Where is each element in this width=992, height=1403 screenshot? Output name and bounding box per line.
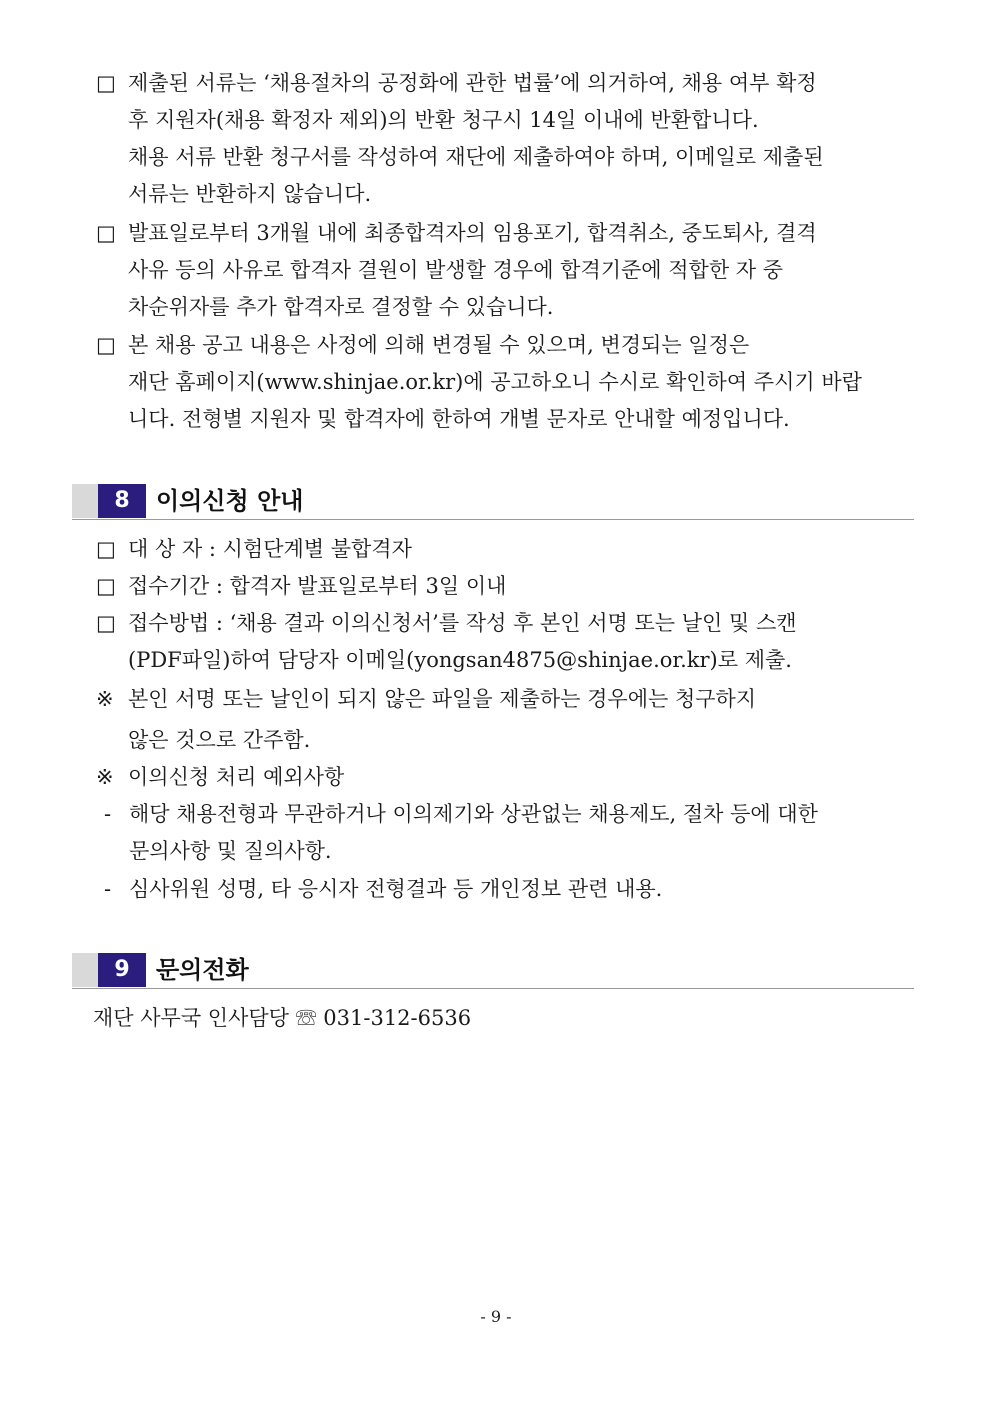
- text-line: 서류는 반환하지 않습니다.: [128, 182, 372, 206]
- section-number-badge: 9: [98, 953, 146, 987]
- reference-mark-icon: ※: [96, 687, 114, 711]
- section-divider: [72, 519, 914, 520]
- text-line: 제출된 서류는 ‘채용절차의 공정화에 관한 법률’에 의거하여, 채용 여부 확정: [128, 71, 817, 95]
- text-line: 후 지원자(채용 확정자 제외)의 반환 청구시 14일 이내에 반환합니다.: [128, 108, 759, 132]
- checkbox-bullet-icon: □: [96, 537, 116, 561]
- bullet-text: [128, 568, 506, 605]
- checkbox-bullet-icon: □: [96, 221, 116, 245]
- reference-mark-icon: ※: [96, 765, 114, 789]
- bullet-text: [128, 759, 344, 796]
- text-line: 문의사항 및 질의사항.: [129, 839, 332, 863]
- checkbox-bullet-icon: □: [96, 574, 116, 598]
- bullet-text: [128, 681, 756, 759]
- text-line: 접수방법 : ‘채용 결과 이의신청서’를 작성 후 본인 서명 또는 날인 및 스캔: [128, 611, 797, 635]
- appeal-period-item: [96, 568, 506, 605]
- appeal-note-signature: [96, 681, 756, 759]
- page-number: - 9 -: [480, 1307, 512, 1326]
- dash-bullet-icon: -: [104, 802, 112, 826]
- text-line: 심사위원 성명, 타 응시자 전형결과 등 개인정보 관련 내용.: [129, 877, 663, 901]
- text-line: 본인 서명 또는 날인이 되지 않은 파일을 제출하는 경우에는 청구하지: [128, 687, 757, 711]
- bullet-text: [129, 796, 818, 870]
- bullet-item-document-return: [96, 65, 824, 213]
- dash-bullet-icon: -: [104, 877, 112, 901]
- bullet-text: [128, 605, 797, 679]
- text-line: 니다. 전형별 지원자 및 합격자에 한하여 개별 문자로 안내할 예정입니다.: [128, 407, 790, 431]
- exception-item: [104, 796, 818, 870]
- text-line: (PDF파일)하여 담당자 이메일(yongsan4875@shinjae.or.kr)로 제출.: [128, 648, 792, 672]
- bullet-text: [128, 65, 824, 213]
- appeal-target-item: [96, 531, 412, 568]
- text-line: 재단 홈페이지(www.shinjae.or.kr)에 공고하오니 수시로 확인하여 주시기 바랍: [128, 370, 862, 394]
- text-line: 접수기간 : 합격자 발표일로부터 3일 이내: [128, 574, 507, 598]
- section-divider: [72, 988, 914, 989]
- text-line: 발표일로부터 3개월 내에 최종합격자의 임용포기, 합격취소, 중도퇴사, 결격: [128, 221, 817, 245]
- checkbox-bullet-icon: □: [96, 333, 116, 357]
- text-line: 채용 서류 반환 청구서를 작성하여 재단에 제출하여야 하며, 이메일로 제출된: [128, 145, 824, 169]
- section-9-header: [72, 953, 914, 989]
- text-line: 차순위자를 추가 합격자로 결정할 수 있습니다.: [128, 295, 554, 319]
- section-title: 문의전화: [156, 956, 249, 984]
- bullet-text: [128, 327, 862, 438]
- checkbox-bullet-icon: □: [96, 611, 116, 635]
- bullet-item-additional-pass: [96, 215, 817, 326]
- text-line: 사유 등의 사유로 합격자 결원이 발생할 경우에 합격기준에 적합한 자 중: [128, 258, 784, 282]
- bullet-text: [128, 215, 817, 326]
- bullet-text: [128, 531, 412, 568]
- bullet-item-schedule-change: [96, 327, 862, 438]
- section-title: 이의신청 안내: [156, 487, 304, 515]
- section-8-header: [72, 484, 914, 520]
- exception-item: [104, 871, 662, 908]
- header-shade: [72, 484, 98, 518]
- text-line: 본 채용 공고 내용은 사정에 의해 변경될 수 있으며, 변경되는 일정은: [128, 333, 750, 357]
- contact-phone: 재단 사무국 인사담당 ☏ 031-312-6536: [93, 1006, 472, 1030]
- text-line: 이의신청 처리 예외사항: [128, 765, 345, 789]
- checkbox-bullet-icon: □: [96, 71, 116, 95]
- appeal-method-item: [96, 605, 797, 679]
- section-number-badge: 8: [98, 484, 146, 518]
- bullet-text: [129, 871, 662, 908]
- header-shade: [72, 953, 98, 987]
- text-line: 해당 채용전형과 무관하거나 이의제기와 상관없는 채용제도, 절차 등에 대한: [129, 802, 818, 826]
- text-line: 대 상 자 : 시험단계별 불합격자: [128, 537, 412, 561]
- text-line: 않은 것으로 간주함.: [128, 728, 311, 752]
- appeal-note-exceptions: [96, 759, 344, 796]
